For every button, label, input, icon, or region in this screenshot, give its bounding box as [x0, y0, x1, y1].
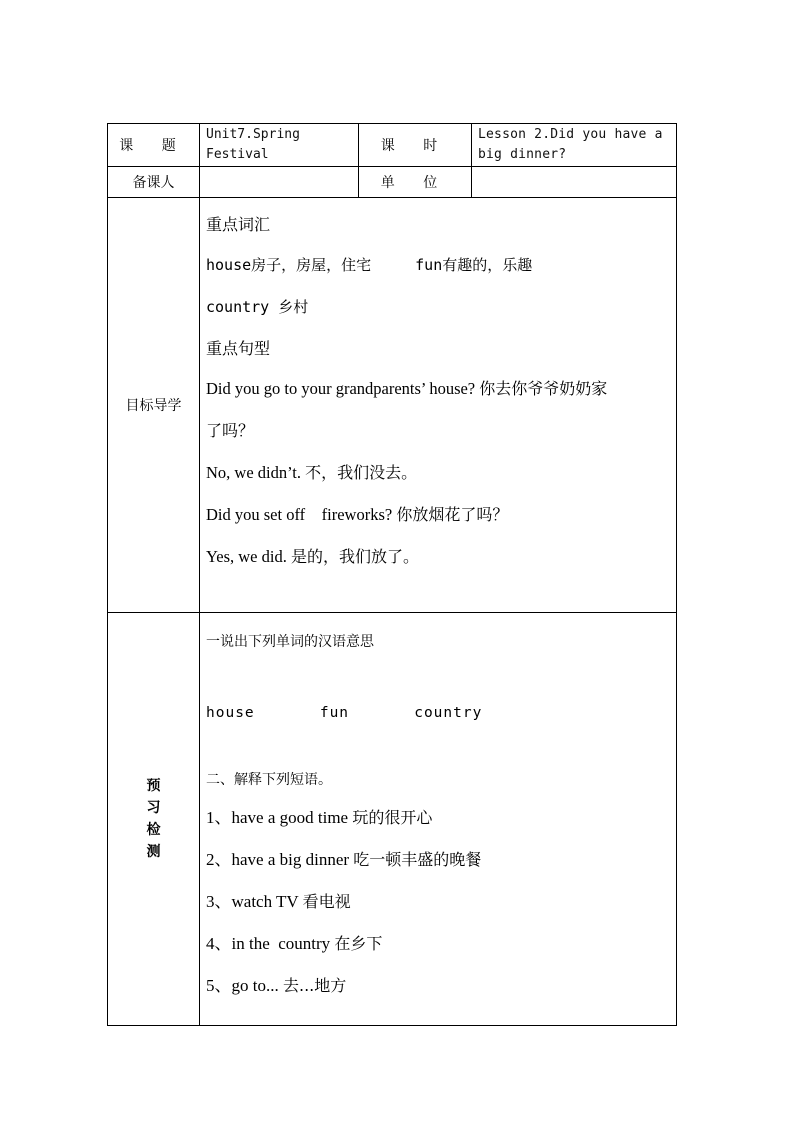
vocab-house: house房子，房屋，住宅 [206, 256, 372, 274]
sentence-1-continued [206, 410, 672, 452]
topic-value-line1: Unit7.Spring [206, 127, 300, 142]
phrase-item [206, 923, 672, 965]
phrase-cn: 玩的很开心 [352, 808, 433, 827]
phrase-en: 4、in the country [206, 934, 331, 953]
sentence-en: Yes, we did. [206, 547, 287, 566]
phrase-cn: 吃一顿丰盛的晚餐 [353, 850, 482, 869]
sentence-cn: 了吗？ [206, 421, 255, 440]
topic-value [200, 124, 359, 167]
phrase-item [206, 881, 672, 923]
preparer-value [200, 167, 359, 198]
preview-side-char: 预 [146, 778, 161, 794]
sentence-cn: 不，我们没去。 [305, 463, 418, 482]
preview-row [108, 613, 677, 1026]
lesson-plan-table [107, 123, 677, 1026]
phrase-item [206, 797, 672, 839]
goals-row [108, 198, 677, 613]
phrase-en: 3、watch TV [206, 892, 299, 911]
sentence-4 [206, 536, 672, 578]
vocab-line-1 [206, 244, 672, 286]
topic-label: 课 题 [108, 124, 200, 167]
phrase-cn: 在乡下 [334, 934, 383, 953]
phrase-item [206, 965, 672, 1007]
sentence-en: Did you go to your grandparents’ house? [206, 379, 476, 398]
vocab-fun: fun有趣的，乐趣 [415, 256, 533, 274]
preview-side-char: 测 [146, 844, 161, 860]
preview-side-char: 检 [146, 822, 161, 838]
goals-side-label: 目标导学 [108, 198, 200, 613]
sentence-cn: 是的，我们放了。 [290, 547, 419, 566]
sentence-en: Did you set off fireworks? [206, 505, 393, 524]
preparer-label: 备课人 [108, 167, 200, 198]
phrase-en: 5、go to... [206, 976, 279, 995]
preview-task-1: 一说出下列单词的汉语意思 [206, 634, 374, 650]
preview-side-label [108, 613, 200, 1026]
phrase-en: 2、have a big dinner [206, 850, 350, 869]
preview-content [200, 613, 677, 1026]
vocab-line-2: country 乡村 [206, 298, 309, 316]
lesson-plan-sheet [107, 123, 676, 1026]
phrase-cn: 去...地方 [282, 976, 347, 995]
header-row-topic [108, 124, 677, 167]
phrase-cn: 看电视 [302, 892, 351, 911]
sentence-1 [206, 368, 672, 410]
preview-side-char: 习 [146, 800, 161, 816]
period-value-line2: big dinner? [478, 147, 567, 162]
period-label: 课 时 [359, 124, 472, 167]
sentence-3 [206, 494, 672, 536]
sentence-cn: 你去你爷爷奶奶家 [479, 379, 608, 398]
sentence-2 [206, 452, 672, 494]
phrase-en: 1、have a good time [206, 808, 349, 827]
sentence-en: No, we didn’t. [206, 463, 302, 482]
phrase-item [206, 839, 672, 881]
preview-words: house fun country [206, 705, 483, 721]
header-row-preparer [108, 167, 677, 198]
topic-value-line2: Festival [206, 147, 269, 162]
sentence-cn: 你放烟花了吗？ [396, 505, 509, 524]
unit-value [472, 167, 677, 198]
period-value-line1: Lesson 2.Did you have a [478, 127, 663, 142]
sentence-heading: 重点句型 [206, 339, 271, 358]
preview-task-2: 二、解释下列短语。 [206, 772, 332, 788]
vocab-heading: 重点词汇 [206, 215, 271, 234]
period-value [472, 124, 677, 167]
unit-label: 单 位 [359, 167, 472, 198]
goals-content [200, 198, 677, 613]
